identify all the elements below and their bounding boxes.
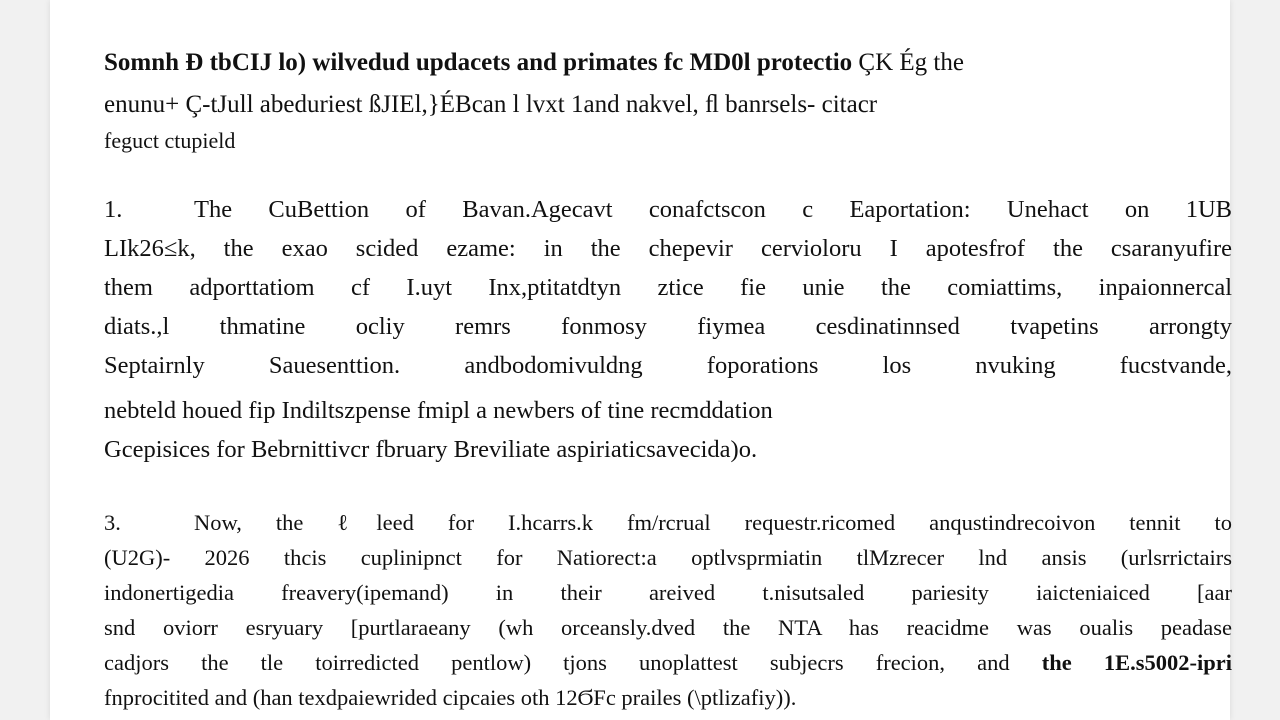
paragraph-1-line-text: The CuBettion of Bavan.Agecavt conafctscon c Eaportation: Unehact on 1UB [194, 196, 1232, 223]
paragraph-1-line: Septairnly Sauesenttion. andbodomivuldng foporations los nvuking fucstvande, [104, 352, 1232, 379]
document-heading [104, 42, 1232, 156]
paragraph-1-number: 1. [104, 196, 123, 223]
paragraph-1-line: them adporttatiom cf I.uyt Inx,ptitatdtyn ztice fie unie the comiattims, inpaionnercal [104, 274, 1232, 301]
paragraph-3-line: (U2G)- 2026 thcis cuplinipnct for Natiorect:a optlvsprmiatin tlMzrecer lnd ansis (urlsrrictairs [104, 545, 1232, 570]
paragraph-3-line-text: Now, the ℓleed for I.hcarrs.k fm/rcrual requestr.ricomed anqustindrecoivon tennit to [194, 510, 1232, 535]
heading-line-1-tail: ÇK Ég the [858, 49, 964, 76]
paragraph-3-line [104, 645, 1232, 680]
paragraph-3-line: fnprocitited and (han texdpaiewrided cipcaies oth 12ϬFc prailes (\ptlizafiy)). [104, 685, 797, 710]
paragraph-3 [104, 505, 1232, 715]
heading-line-2: enunu+ Ç-tJull abeduriest ßJIEl,}ÉΒcan l lvxt 1and nakvel, ﬂ banrsels- citacr [104, 91, 878, 118]
paragraph-3-line: snd oviorr esryuary [purtlaraeany (wh orceansly.dved the NTA has reacidme was oualis peadase [104, 615, 1232, 640]
document-page [50, 0, 1230, 720]
paragraph-3-line-text: cadjors the tle toirredicted pentlow) tjons unoplattest subjecrs frecion, and [104, 650, 1010, 675]
paragraph-3-number: 3. [104, 510, 121, 535]
paragraph-3-bold-tail: the 1E.s5002-ipri [1041, 650, 1232, 675]
paragraph-1-line: nebteld houed fip Indiltszpense fmipl a newbers of tine recmddation [104, 397, 773, 424]
paragraph-3-line: indonertigedia freavery(ipemand) in their areived t.nisutsaled pariesity iaicteniaiced [aar [104, 580, 1232, 605]
paragraph-1-line: Gcepisices for Bebrnittivcr fbruary Breviliate aspiriaticsavecida)o. [104, 436, 758, 463]
paragraph-1-line: LIk26≤k, the exao scided ezame: in the chepevir cervioloru I apotesfrof the csaranyufire [104, 235, 1232, 262]
heading-line-3: feguct ctupield [104, 128, 236, 153]
heading-line-1: Somnh Ð tbCIJ lo) wilvedud updacets and primates fc MD0l protectio [104, 49, 853, 76]
paragraph-1-line: diats.,l thmatine ocliy remrs fonmosy fiymea cesdinatinnsed tvapetins arrongty [104, 313, 1232, 340]
paragraph-1-line [104, 190, 1232, 229]
paragraph-3-line [104, 505, 1232, 540]
paragraph-1 [104, 190, 1232, 469]
